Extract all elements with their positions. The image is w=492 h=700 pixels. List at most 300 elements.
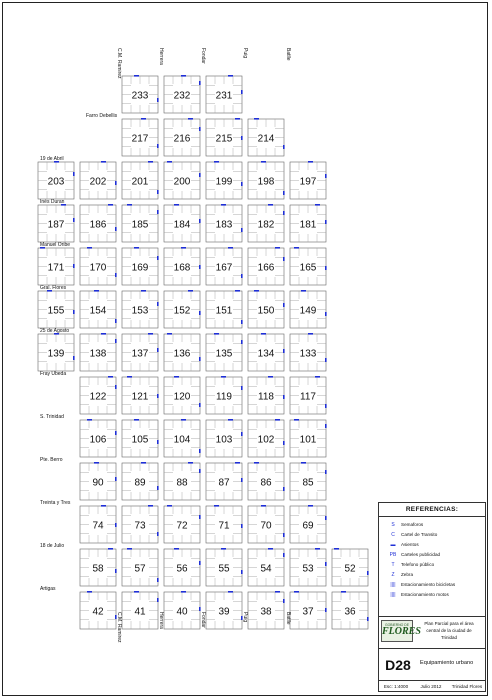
equipment-marker [87, 247, 92, 249]
block-number: 38 [260, 606, 272, 618]
equipment-marker [157, 348, 159, 352]
city-block [206, 290, 243, 328]
block-number: 168 [173, 262, 191, 274]
block-number: 58 [92, 563, 104, 575]
city-block [206, 247, 243, 285]
equipment-marker [325, 312, 327, 316]
equipment-marker [283, 211, 285, 215]
city-block [290, 333, 327, 371]
city-block [80, 204, 117, 242]
equipment-marker [101, 161, 106, 163]
city-block [164, 419, 201, 457]
equipment-marker [301, 290, 306, 292]
city-block [290, 505, 327, 543]
block-number: 71 [218, 520, 230, 532]
equipment-marker [167, 161, 172, 163]
block-number: 167 [215, 262, 233, 274]
equipment-marker [228, 247, 233, 249]
equipment-marker [283, 441, 285, 445]
equipment-marker [235, 462, 240, 464]
block-number: 166 [257, 262, 275, 274]
city-block [248, 204, 285, 242]
legend-item-publicidad [385, 550, 440, 559]
block-number: 215 [215, 133, 233, 145]
equipment-marker [254, 118, 259, 120]
block-number: 187 [47, 219, 65, 231]
city-block [164, 462, 201, 500]
equipment-marker [214, 161, 219, 163]
equipment-marker [148, 505, 153, 507]
equipment-marker [315, 548, 320, 550]
equipment-marker [148, 161, 153, 163]
equipment-marker [115, 477, 117, 481]
equipment-marker [235, 118, 240, 120]
equipment-marker [157, 98, 159, 102]
city-block [80, 290, 117, 328]
city-block [290, 419, 327, 457]
motos-symbol: |||| [390, 591, 396, 598]
equipment-marker [268, 204, 273, 206]
equipment-marker [115, 431, 117, 435]
equipment-marker [157, 144, 159, 148]
street-label-vertical: Batlle [285, 612, 291, 625]
legend-item-cartel [385, 530, 437, 539]
city-block [248, 591, 285, 629]
block-number: 70 [260, 520, 272, 532]
equipment-marker [94, 462, 99, 464]
equipment-marker [73, 264, 75, 268]
equipment-marker [87, 419, 92, 421]
city-block [248, 376, 285, 414]
equipment-marker [261, 333, 266, 335]
equipment-marker [325, 516, 327, 520]
legend-label: Semaforos [401, 522, 424, 527]
city-block [290, 204, 327, 242]
city-block [122, 333, 159, 371]
equipment-marker [108, 548, 113, 550]
legend-title: REFERENCIAS: [405, 506, 459, 513]
equipment-marker [134, 419, 139, 421]
block-number: 86 [260, 477, 272, 489]
block-number: 74 [92, 520, 104, 532]
equipment-marker [199, 127, 201, 131]
equipment-marker [134, 247, 139, 249]
equipment-marker [127, 204, 132, 206]
equipment-marker [294, 419, 299, 421]
city-block [38, 161, 75, 199]
city-block [206, 161, 243, 199]
equipment-marker [157, 598, 159, 602]
legend-divider [379, 516, 485, 517]
city-block [290, 462, 327, 500]
equipment-marker [325, 358, 327, 362]
block-number: 199 [215, 176, 233, 188]
zebra-symbol: Z [391, 571, 395, 578]
sheet-title: Equipamiento urbano [420, 660, 474, 666]
equipment-marker [94, 290, 99, 292]
equipment-marker [241, 90, 243, 94]
block-number: 57 [134, 563, 146, 575]
asiento-symbol: ▬ [390, 541, 396, 548]
block-number: 200 [173, 176, 191, 188]
block-number: 169 [131, 262, 149, 274]
equipment-marker [283, 145, 285, 149]
scale-label: Esc: 1:4000 [383, 683, 409, 689]
block-number: 216 [173, 133, 191, 145]
block-number: 198 [257, 176, 275, 188]
equipment-marker [141, 462, 146, 464]
equipment-marker [115, 569, 117, 573]
block-number: 154 [89, 305, 107, 317]
block-number: 90 [92, 477, 104, 489]
equipment-marker [157, 486, 159, 490]
city-block [38, 247, 75, 285]
block-number: 37 [302, 606, 314, 618]
block-number: 231 [215, 90, 233, 102]
city-block [290, 376, 327, 414]
street-label-vertical: Puig [242, 48, 248, 59]
block-number: 170 [89, 262, 107, 274]
equipment-marker [115, 319, 117, 323]
block-number: 165 [299, 262, 317, 274]
city-block [248, 505, 285, 543]
city-block [122, 591, 159, 629]
city-block [38, 290, 75, 328]
legend-item-motos [385, 590, 449, 599]
equipment-marker [199, 449, 201, 453]
block-number: 102 [257, 434, 275, 446]
equipment-marker [283, 599, 285, 603]
street-label-vertical: C.M. Ramirez [116, 612, 122, 643]
equipment-marker [367, 571, 369, 575]
street-label-vertical: Fondar [200, 48, 206, 64]
city-block [206, 75, 243, 113]
street-label-vertical: Herrera [158, 48, 164, 65]
equipment-marker [141, 290, 146, 292]
city-block [164, 161, 201, 199]
equipment-marker [334, 548, 339, 550]
city-block [122, 290, 159, 328]
city-block [290, 247, 327, 285]
equipment-marker [157, 210, 159, 214]
city-block [248, 118, 285, 156]
equipment-marker [283, 487, 285, 491]
block-number: 104 [173, 434, 191, 446]
equipment-marker [325, 562, 327, 566]
city-block [164, 333, 201, 371]
legend-divider [379, 616, 485, 617]
city-block [80, 505, 117, 543]
street-label: Pte. Berro [40, 457, 63, 463]
equipment-marker [157, 578, 159, 582]
city-block [248, 462, 285, 500]
equipment-marker [301, 462, 306, 464]
equipment-marker [101, 505, 106, 507]
city-block [122, 118, 159, 156]
block-number: 42 [92, 606, 104, 618]
equipment-marker [115, 523, 117, 527]
city-block [80, 419, 117, 457]
equipment-marker [188, 118, 193, 120]
equipment-marker [268, 548, 273, 550]
equipment-marker [214, 333, 219, 335]
equipment-marker [241, 320, 243, 324]
equipment-marker [241, 570, 243, 574]
equipment-marker [199, 81, 201, 85]
street-label-vertical: Puig [242, 612, 248, 623]
equipment-marker [308, 333, 313, 335]
block-number: 118 [258, 391, 274, 403]
equipment-marker [325, 220, 327, 224]
equipment-marker [73, 172, 75, 176]
block-number: 52 [344, 563, 356, 575]
block-number: 186 [89, 219, 107, 231]
equipment-marker [315, 376, 320, 378]
street-label-vertical: Fondar [200, 612, 206, 628]
block-number: 201 [131, 176, 149, 188]
equipment-marker [157, 394, 159, 398]
equipment-marker [268, 376, 273, 378]
equipment-marker [199, 357, 201, 361]
equipment-marker [325, 174, 327, 178]
city-block [122, 462, 159, 500]
block-number: 184 [173, 219, 191, 231]
block-number: 152 [173, 305, 191, 317]
equipment-marker [115, 385, 117, 389]
block-number: 105 [131, 434, 149, 446]
city-block [248, 247, 285, 285]
equipment-marker [214, 505, 219, 507]
equipment-marker [108, 204, 113, 206]
city-block [206, 118, 243, 156]
street-label: S. Trinidad [40, 414, 64, 420]
equipment-marker [115, 339, 117, 343]
equipment-marker [199, 219, 201, 223]
equipment-marker [101, 333, 106, 335]
legend-label: Cartel de Transito [401, 532, 438, 537]
equipment-marker [228, 591, 233, 593]
city-block [206, 419, 243, 457]
block-number: 40 [176, 606, 188, 618]
block-number: 53 [302, 563, 314, 575]
city-block [206, 462, 243, 500]
block-number: 120 [173, 391, 191, 403]
street-label: Artigas [40, 586, 56, 592]
equipment-marker [325, 424, 327, 428]
street-label: Inés Duran [40, 199, 65, 205]
equipment-marker [157, 440, 159, 444]
block-number: 233 [131, 90, 149, 102]
equipment-marker [221, 204, 226, 206]
city-block [164, 118, 201, 156]
street-label: 19 de Abril [40, 156, 64, 162]
equipment-marker [235, 290, 240, 292]
city-block [206, 376, 243, 414]
equipment-marker [221, 548, 226, 550]
block-number: 122 [89, 391, 107, 403]
legend-label: Asientos [401, 542, 419, 547]
equipment-marker [157, 532, 159, 536]
equipment-marker [157, 256, 159, 260]
equipment-marker [261, 161, 266, 163]
equipment-marker [108, 376, 113, 378]
legend-label: Estacionamiento motos [401, 592, 449, 597]
equipment-marker [283, 395, 285, 399]
city-block [206, 548, 243, 586]
block-number: 182 [257, 219, 275, 231]
equipment-marker [228, 419, 233, 421]
equipment-marker [315, 204, 320, 206]
equipment-marker [199, 515, 201, 519]
equipment-marker [241, 386, 243, 390]
city-block [206, 591, 243, 629]
city-block [80, 462, 117, 500]
equipment-marker [241, 274, 243, 278]
equipment-marker [174, 376, 179, 378]
city-block [164, 548, 201, 586]
equipment-marker [127, 548, 132, 550]
bicicletas-symbol: |||| [390, 581, 396, 588]
legend-item-asientos [385, 540, 419, 549]
equipment-marker [261, 505, 266, 507]
city-block [122, 204, 159, 242]
block-number: 138 [89, 348, 107, 360]
equipment-marker [73, 218, 75, 222]
legend-item-semaforos [385, 520, 423, 529]
city-block [248, 161, 285, 199]
equipment-marker [325, 266, 327, 270]
semaforo-symbol: S [391, 521, 395, 528]
city-block [206, 505, 243, 543]
street-label: Gral. Flores [40, 285, 67, 291]
equipment-marker [199, 403, 201, 407]
street-label-vertical: Herrera [158, 612, 164, 629]
equipment-marker [115, 181, 117, 185]
block-number: 185 [131, 219, 149, 231]
equipment-marker [199, 265, 201, 269]
block-number: 202 [89, 176, 107, 188]
equipment-marker [181, 247, 186, 249]
legend-label: Carteles publicidad [401, 552, 441, 557]
city-block [164, 376, 201, 414]
block-number: 89 [134, 477, 146, 489]
city-block [38, 333, 75, 371]
city-label: Trinidad Flores [451, 683, 483, 689]
street-label: 25 de Agosto [40, 328, 70, 334]
block-number: 119 [216, 391, 232, 403]
block-number: 197 [299, 176, 317, 188]
block-number: 139 [47, 348, 65, 360]
legend-item-bicicletas [385, 580, 455, 589]
equipment-marker [134, 591, 139, 593]
block-number: 203 [47, 176, 65, 188]
telefono-symbol: T [391, 561, 395, 568]
equipment-marker [199, 173, 201, 177]
equipment-marker [325, 608, 327, 612]
city-block [164, 75, 201, 113]
equipment-marker [283, 533, 285, 537]
block-number: 101 [299, 434, 317, 446]
equipment-marker [283, 191, 285, 195]
city-block [206, 204, 243, 242]
block-number: 72 [176, 520, 188, 532]
block-number: 56 [176, 563, 188, 575]
block-number: 135 [215, 348, 233, 360]
equipment-marker [241, 524, 243, 528]
block-number: 121 [131, 391, 149, 403]
legend-label: Zebra [401, 572, 414, 577]
street-label-vertical: Batlle [285, 48, 291, 61]
sheet-code: D28 [385, 657, 411, 673]
block-number: 106 [89, 434, 107, 446]
block-number: 214 [257, 133, 275, 145]
city-block [248, 419, 285, 457]
equipment-marker [181, 75, 186, 77]
city-block [122, 161, 159, 199]
equipment-marker [73, 310, 75, 314]
block-number: 136 [173, 348, 191, 360]
equipment-marker [181, 419, 186, 421]
block-number: 151 [215, 305, 233, 317]
city-block [80, 333, 117, 371]
logo-main-text: FLORES [382, 626, 421, 637]
equipment-marker [115, 273, 117, 277]
block-number: 183 [215, 219, 233, 231]
date-label: Julio 2012 [420, 683, 442, 689]
block-number: 153 [131, 305, 149, 317]
equipment-marker [199, 561, 201, 565]
block-number: 88 [176, 477, 188, 489]
city-block [290, 548, 327, 586]
equipment-marker [157, 190, 159, 194]
city-block [248, 548, 285, 586]
block-number: 155 [47, 305, 65, 317]
city-block [164, 290, 201, 328]
equipment-marker [283, 553, 285, 557]
city-block [290, 290, 327, 328]
equipment-marker [275, 419, 280, 421]
equipment-marker [188, 290, 193, 292]
street-label: 18 de Julio [40, 543, 65, 549]
equipment-marker [127, 376, 132, 378]
city-block [332, 548, 369, 586]
city-block [248, 290, 285, 328]
block-number: 217 [131, 133, 149, 145]
equipment-marker [148, 333, 153, 335]
city-block [122, 75, 159, 113]
equipment-marker [199, 469, 201, 473]
city-block [164, 505, 201, 543]
block-number: 232 [173, 90, 191, 102]
equipment-marker [294, 247, 299, 249]
legend-label: Telefono público [401, 562, 435, 567]
block-number: 117 [300, 391, 316, 403]
street-label: Fray Ubeda [40, 371, 67, 377]
equipment-marker [115, 227, 117, 231]
block-number: 103 [215, 434, 233, 446]
equipment-marker [228, 75, 233, 77]
equipment-marker [241, 136, 243, 140]
block-number: 181 [299, 219, 317, 231]
equipment-marker [188, 462, 193, 464]
block-number: 36 [344, 606, 356, 618]
city-block [122, 505, 159, 543]
equipment-marker [174, 204, 179, 206]
equipment-marker [241, 228, 243, 232]
equipment-marker [367, 617, 369, 621]
city-block [206, 333, 243, 371]
city-block [290, 161, 327, 199]
